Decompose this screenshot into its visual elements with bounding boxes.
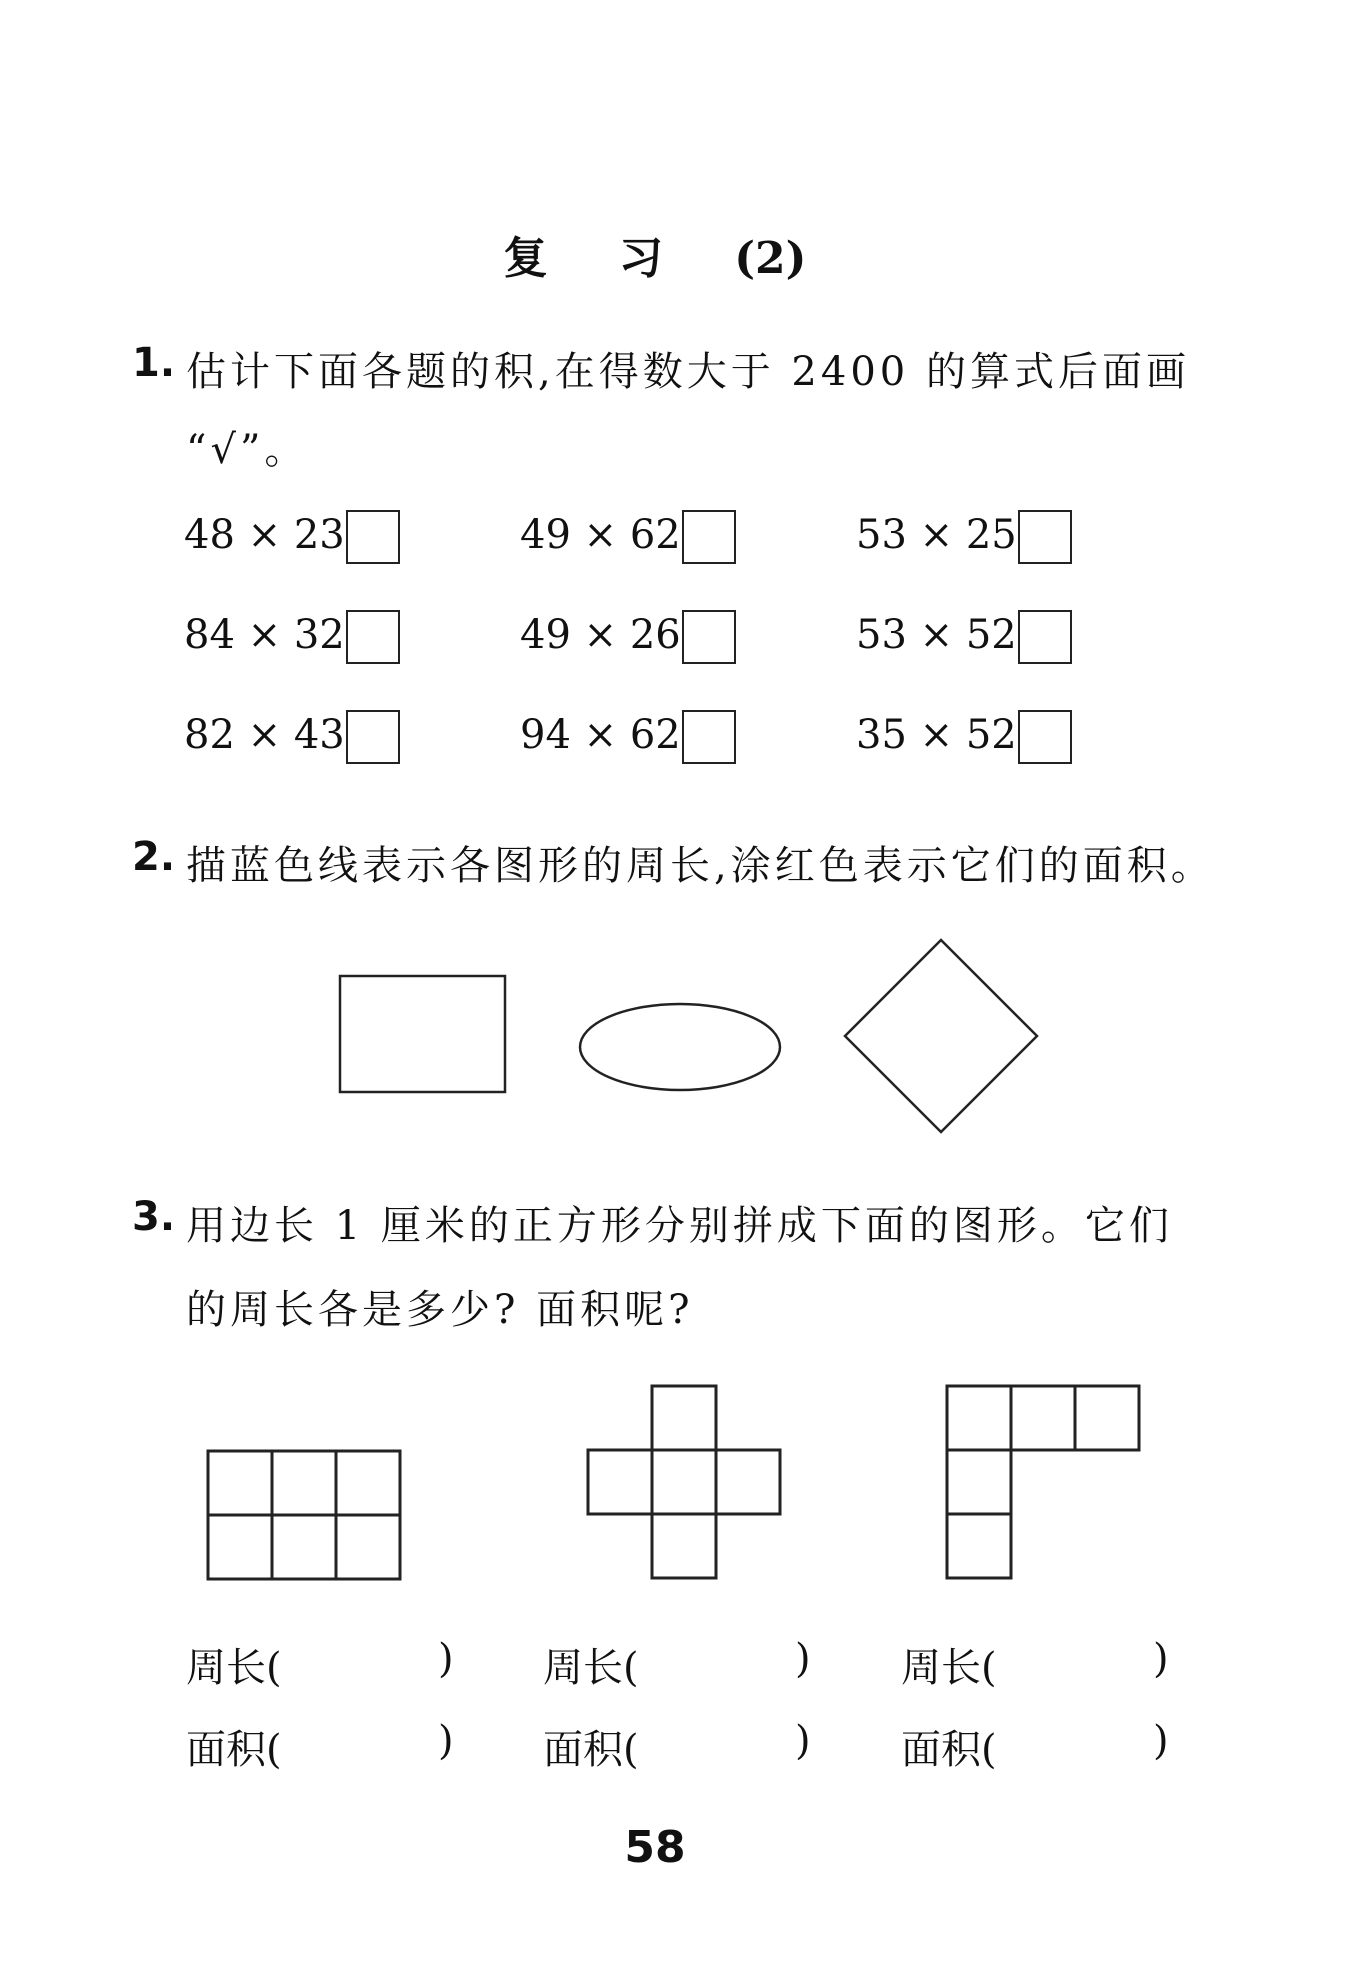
q2-text: 描蓝色线表示各图形的周长,涂红色表示它们的面积。	[186, 843, 1215, 889]
q1-expr-5: 49 × 26	[520, 612, 681, 658]
q3-fig1-area-blank[interactable]	[296, 1718, 436, 1764]
q3-fig1-perimeter-label: 周长(	[186, 1645, 282, 1691]
q3-number: 3.	[132, 1194, 176, 1240]
q2-number: 2.	[132, 834, 176, 880]
q3-fig3-area-label: 面积(	[901, 1727, 997, 1773]
q1-expr-1: 48 × 23	[184, 512, 345, 558]
q1-text-line1: 估计下面各题的积,在得数大于 2400 的算式后面画	[186, 349, 1190, 395]
q1-number: 1.	[132, 340, 176, 386]
q1-expr-9: 35 × 52	[856, 712, 1017, 758]
q3-text-line2: 的周长各是多少? 面积呢?	[186, 1287, 694, 1333]
q3-fig3-perimeter-close: )	[1153, 1636, 1169, 1682]
q3-fig2-area-blank[interactable]	[653, 1718, 793, 1764]
q3-fig1-area-label: 面积(	[186, 1727, 282, 1773]
q3-fig1-perimeter-close: )	[438, 1636, 454, 1682]
q3-fig3-area-close: )	[1153, 1718, 1169, 1764]
q3-text-line1: 用边长 1 厘米的正方形分别拼成下面的图形。它们	[186, 1203, 1173, 1249]
q3-fig2-area-label: 面积(	[543, 1727, 639, 1773]
q3-fig1-perimeter-blank[interactable]	[296, 1636, 436, 1682]
q3-fig1-area-close: )	[438, 1718, 454, 1764]
page-number: 58	[624, 1822, 686, 1873]
title-main: 复 习	[503, 233, 691, 284]
q1-text-line2: “√”。	[186, 427, 309, 473]
q1-expr-4: 84 × 32	[184, 612, 345, 658]
q3-fig2-area-close: )	[795, 1718, 811, 1764]
q1-expr-3: 53 × 25	[856, 512, 1017, 558]
title-paren: (2)	[734, 233, 807, 284]
q3-fig2-perimeter-label: 周长(	[543, 1645, 639, 1691]
q3-fig3-perimeter-label: 周长(	[901, 1645, 997, 1691]
q1-expr-8: 94 × 62	[520, 712, 681, 758]
q3-fig2-perimeter-close: )	[795, 1636, 811, 1682]
q1-expr-2: 49 × 62	[520, 512, 681, 558]
q1-expr-6: 53 × 52	[856, 612, 1017, 658]
q3-fig2-perimeter-blank[interactable]	[653, 1636, 793, 1682]
q3-fig3-perimeter-blank[interactable]	[1011, 1636, 1151, 1682]
q3-fig3-area-blank[interactable]	[1011, 1718, 1151, 1764]
q1-expr-7: 82 × 43	[184, 712, 345, 758]
